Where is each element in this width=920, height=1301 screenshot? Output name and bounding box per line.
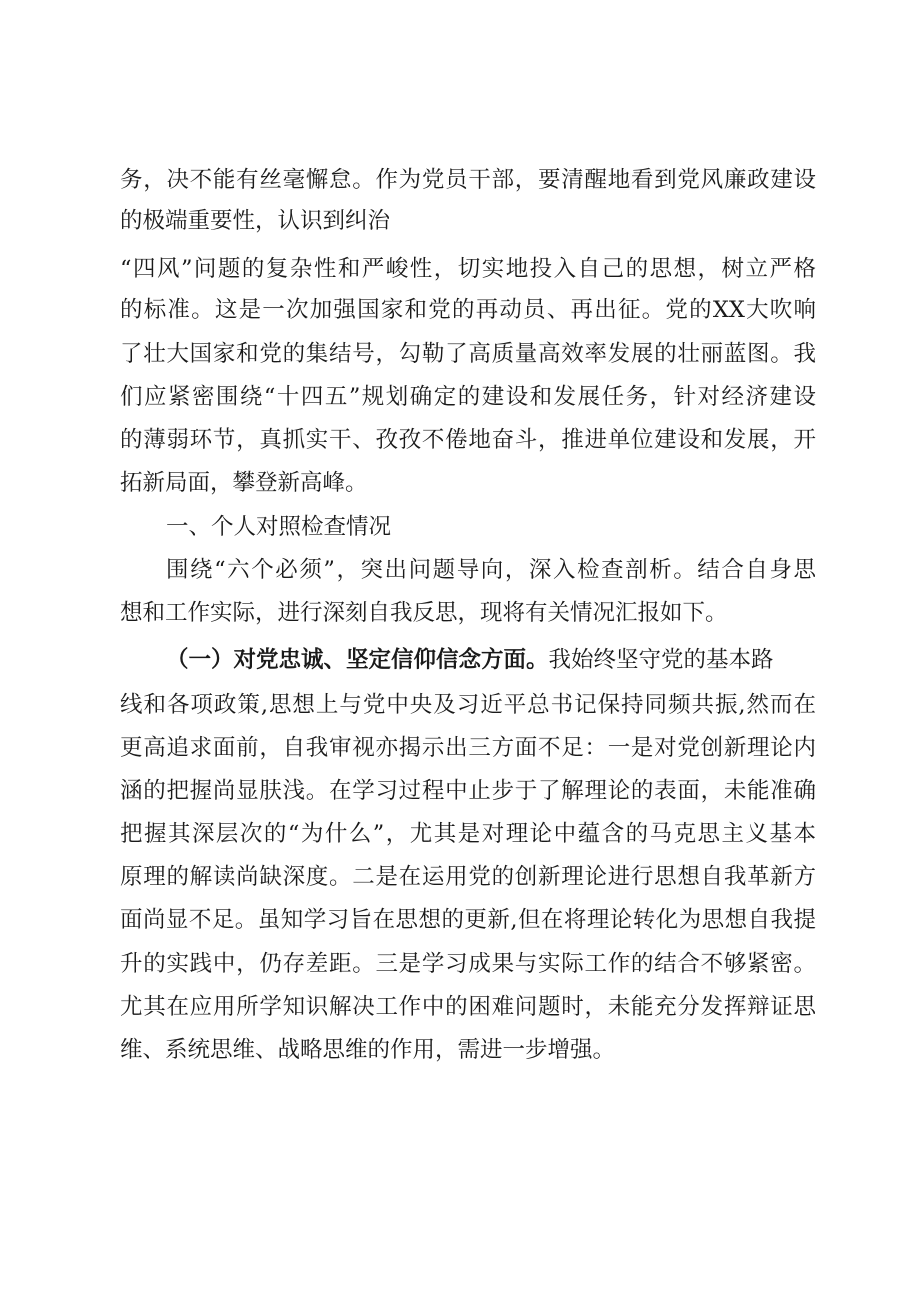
paragraph-4-line-4: 涵的把握尚显肤浅。在学习过程中止步于了解理论的表面，未能准确 [120, 778, 816, 804]
paragraph-2-line-4: 们应紧密围绕“十四五”规划确定的建设和发展任务，针对经济建设 [120, 384, 816, 410]
paragraph-4-line-5: 把握其深层次的“为什么”，尤其是对理论中蕴含的马克思主义基本 [120, 821, 816, 847]
paragraph-2-line-6: 拓新局面，攀登新高峰。 [120, 470, 368, 496]
paragraph-2-line-3: 了壮大国家和党的集结号，勾勒了高质量高效率发展的壮丽蓝图。我 [120, 341, 816, 367]
paragraph-3-line-1: 围绕“六个必须”，突出问题导向，深入检查剖析。结合自身思 [166, 557, 816, 583]
paragraph-4-line-10: 维、系统思维、战略思维的作用，需进一步增强。 [120, 1037, 616, 1063]
paragraph-4-line-9: 尤其在应用所学知识解决工作中的困难问题时，未能充分发挥辩证思 [120, 994, 816, 1020]
paragraph-1-line-2: 的极端重要性，认识到纠治 [120, 208, 391, 234]
paragraph-2-line-2: 的标准。这是一次加强国家和党的再动员、再出征。党的XX大吹响 [120, 297, 816, 323]
paragraph-4-bold-lead: （一）对党忠诚、坚定信仰信念方面。 [166, 647, 549, 673]
paragraph-1-line-1: 务，决不能有丝毫懈怠。作为党员干部，要清醒地看到党风廉政建设 [120, 167, 816, 193]
paragraph-4-line-3: 更高追求面前，自我审视亦揭示出三方面不足：一是对党创新理论内 [120, 735, 816, 761]
paragraph-4-line-7: 面尚显不足。虽知学习旨在思想的更新,但在将理论转化为思想自我提 [120, 907, 816, 933]
paragraph-4-line-2: 线和各项政策,思想上与党中央及习近平总书记保持同频共振,然而在 [120, 692, 816, 718]
paragraph-4-line-6: 原理的解读尚缺深度。二是在运用党的创新理论进行思想自我革新方 [120, 864, 816, 890]
paragraph-3-line-2: 想和工作实际，进行深刻自我反思，现将有关情况汇报如下。 [120, 600, 728, 626]
section-heading: 一、个人对照检查情况 [166, 514, 392, 540]
paragraph-2-line-5: 的薄弱环节，真抓实干、孜孜不倦地奋斗，推进单位建设和发展，开 [120, 427, 816, 453]
paragraph-4-line-8: 升的实践中，仍存差距。三是学习成果与实际工作的结合不够紧密。 [120, 951, 816, 977]
paragraph-2-line-1: “四风”问题的复杂性和严峻性，切实地投入自己的思想，树立严格 [120, 256, 816, 282]
paragraph-4-line-1 [166, 645, 816, 675]
paragraph-4-first-line-rest: 我始终坚守党的基本路 [548, 647, 774, 673]
